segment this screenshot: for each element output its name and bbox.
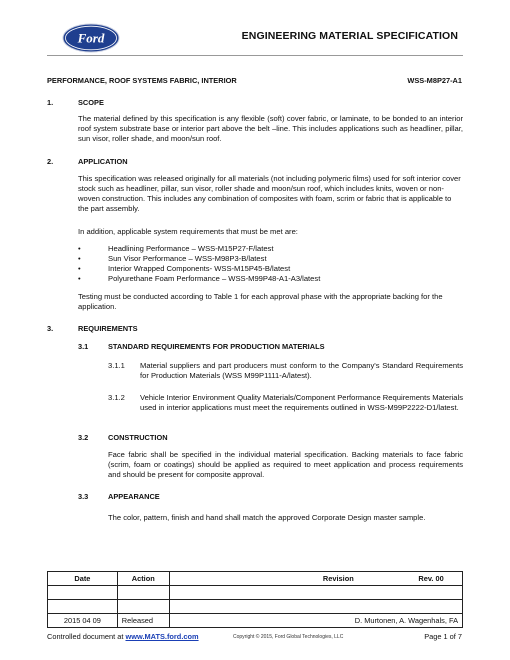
section-heading-requirements: REQUIREMENTS xyxy=(78,324,138,333)
item-number: 3.1.2 xyxy=(108,393,125,402)
bullet-icon: • xyxy=(78,274,81,283)
cell-date: 2015 04 09 xyxy=(48,614,118,628)
subsection-number: 3.1 xyxy=(78,342,89,351)
header-divider xyxy=(47,55,463,56)
appearance-paragraph: The color, pattern, finish and hand shall match the approved Corporate Design master sample. xyxy=(108,513,426,522)
subsection-heading-standard-requirements: STANDARD REQUIREMENTS FOR PRODUCTION MATERIALS xyxy=(108,342,325,351)
item-number: 3.1.1 xyxy=(108,361,125,370)
bullet-icon: • xyxy=(78,254,81,263)
document-title: PERFORMANCE, ROOF SYSTEMS FABRIC, INTERIOR xyxy=(47,76,237,85)
section-heading-scope: SCOPE xyxy=(78,98,104,107)
section-number: 2. xyxy=(47,157,54,166)
footer-controlled-document: Controlled document at www.MATS.ford.com xyxy=(47,632,199,641)
logo-wordmark: Ford xyxy=(77,30,105,46)
subsection-number: 3.3 xyxy=(78,492,89,501)
subsection-number: 3.2 xyxy=(78,433,89,442)
cell-revision: D. Murtonen, A. Wagenhals, FA xyxy=(169,614,462,628)
bullet-icon: • xyxy=(78,244,81,253)
section-number: 1. xyxy=(47,98,54,107)
spec-header-title: ENGINEERING MATERIAL SPECIFICATION xyxy=(241,30,458,42)
column-header-date: Date xyxy=(48,572,118,586)
table-header-row xyxy=(48,572,463,586)
document-number: WSS-M8P27-A1 xyxy=(407,76,462,85)
subsection-heading-construction: CONSTRUCTION xyxy=(108,433,168,442)
application-paragraph: This specification was released originally for all materials (not including polymeric films) used for soft interior cover stock such as headliner, pillar, sun visor, roller shade and moon/sun roof, which includes knits, woven or non-woven construction. This includes any combination of composites with foam, scrim or fabric that is applicable to the part assembly. xyxy=(78,174,461,213)
list-item: • Polyurethane Foam Performance – WSS-M99P48-A1-A3/latest xyxy=(78,274,321,283)
table-row xyxy=(48,600,463,614)
table-row xyxy=(48,586,463,600)
list-item: • Interior Wrapped Components- WSS-M15P45-B/latest xyxy=(78,264,291,273)
subsection-heading-appearance: APPEARANCE xyxy=(108,492,160,501)
scope-paragraph: The material defined by this specification is any flexible (soft) cover fabric, or laminate, to be bonded to an interior roof system substrate base or interior part above the belt –line. This includes applications such as headliner, pillar, sun visor, roller shade, and moon/sun roof. xyxy=(78,114,463,143)
table-row xyxy=(48,614,463,628)
section-number: 3. xyxy=(47,324,54,333)
bullet-icon: • xyxy=(78,264,81,273)
testing-paragraph: Testing must be conducted according to Table 1 for each approval phase with the appropriate backing for the application. xyxy=(78,292,443,311)
list-item: • Sun Visor Performance – WSS-M98P3-B/latest xyxy=(78,254,267,263)
footer-page-number: Page 1 of 7 xyxy=(424,632,462,641)
cell-action: Released xyxy=(117,614,169,628)
footer-copyright: Copyright © 2015, Ford Global Technologies, LLC xyxy=(233,634,344,640)
column-header-action: Action xyxy=(117,572,169,586)
item-text: Vehicle Interior Environment Quality Materials/Component Performance Requirements Materials used in interior applications must meet the requirements outlined in WSS-M99P2222-D1/latest. xyxy=(140,393,463,412)
application-intro: In addition, applicable system requirements that must be met are: xyxy=(78,227,298,236)
item-text: Material suppliers and part producers must conform to the Company's Standard Requirements for Production Materials (WSS M99P1111-A/latest). xyxy=(140,361,463,380)
revision-number: Rev. 00 xyxy=(418,573,444,583)
mats-link[interactable]: www.MATS.ford.com xyxy=(125,632,199,641)
list-item: • Headlining Performance – WSS-M15P27-F/latest xyxy=(78,244,274,253)
ford-logo xyxy=(62,23,120,53)
section-heading-application: APPLICATION xyxy=(78,157,128,166)
revision-table xyxy=(47,571,463,628)
column-header-revision xyxy=(169,572,462,586)
revision-label: Revision xyxy=(322,573,354,583)
system-requirements-list xyxy=(78,244,463,284)
construction-paragraph: Face fabric shall be specified in the individual material specification. Backing materials to face fabric (scrim, foam or coatings) should be applied as required to meet application and process requirements and should be present for composite approval. xyxy=(108,450,463,479)
